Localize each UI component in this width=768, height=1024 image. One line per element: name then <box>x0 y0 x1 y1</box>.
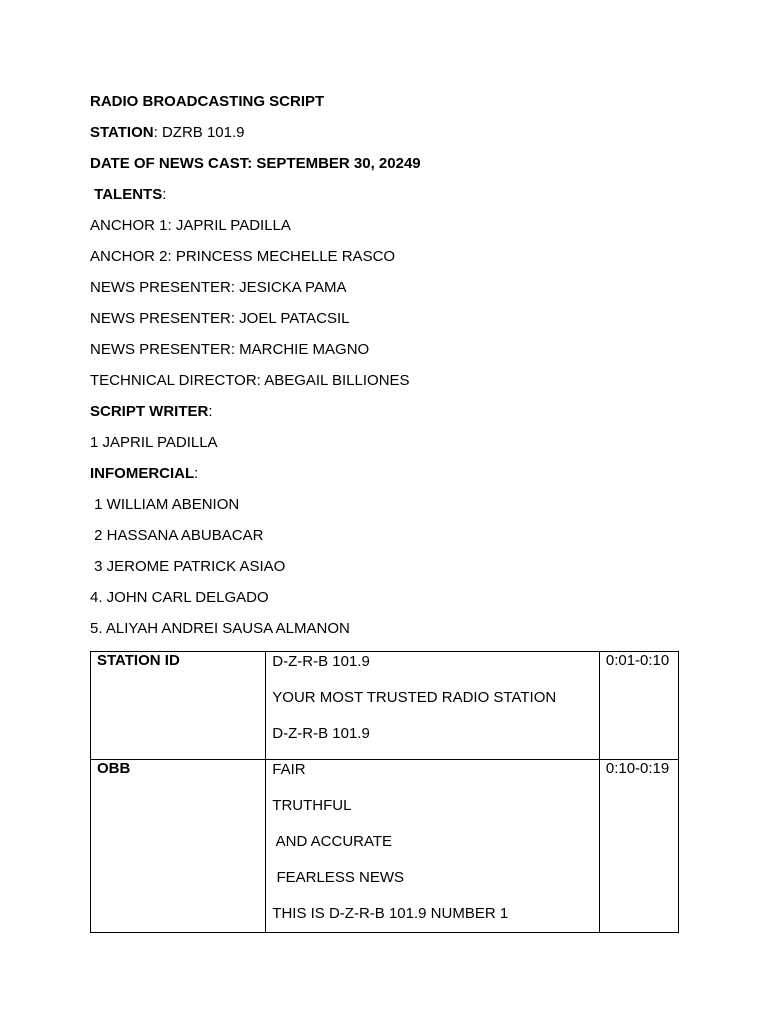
table-row-obb <box>91 760 679 933</box>
content-cell <box>266 760 600 933</box>
station-value: : DZRB 101.9 <box>153 124 245 141</box>
infomercial-name: 3 JEROME PATRICK ASIAO <box>90 558 286 575</box>
content-line: YOUR MOST TRUSTED RADIO STATION <box>272 689 557 706</box>
talents-heading <box>90 184 690 215</box>
content-line: D-Z-R-B 101.9 <box>272 653 370 670</box>
date-line <box>90 153 690 184</box>
script-writer-label: SCRIPT WRITER <box>90 403 209 420</box>
document-title: RADIO BROADCASTING SCRIPT <box>90 93 325 110</box>
infomercial-colon: : <box>194 465 199 482</box>
infomercial-heading <box>90 463 690 494</box>
time-cell: 0:10-0:19 <box>599 760 678 933</box>
talent-line: NEWS PRESENTER: MARCHIE MAGNO <box>90 341 370 358</box>
segment-cell: STATION ID <box>91 652 266 760</box>
content-line: TRUTHFUL <box>272 797 352 814</box>
infomercial-name: 2 HASSANA ABUBACAR <box>90 527 264 544</box>
date-label: DATE OF NEWS CAST <box>90 155 248 172</box>
script-writer-heading <box>90 401 690 432</box>
content-cell <box>266 652 600 760</box>
content-line: FEARLESS NEWS <box>272 869 404 886</box>
talents-colon: : <box>162 186 167 203</box>
time-cell: 0:01-0:10 <box>599 652 678 760</box>
script-table <box>90 651 679 933</box>
talent-line: NEWS PRESENTER: JESICKA PAMA <box>90 279 347 296</box>
segment-cell: OBB <box>91 760 266 933</box>
talent-line: ANCHOR 2: PRINCESS MECHELLE RASCO <box>90 248 396 265</box>
date-value: : SEPTEMBER 30, 20249 <box>247 155 421 172</box>
content-line: AND ACCURATE <box>272 833 393 850</box>
infomercial-name: 4. JOHN CARL DELGADO <box>90 589 269 606</box>
infomercial-label: INFOMERCIAL <box>90 465 195 482</box>
script-writer-colon: : <box>208 403 213 420</box>
script-writer-name: 1 JAPRIL PADILLA <box>90 434 218 451</box>
station-line <box>90 122 690 153</box>
infomercial-name: 1 WILLIAM ABENION <box>90 496 240 513</box>
table-row-station-id <box>91 652 679 760</box>
talent-line: ANCHOR 1: JAPRIL PADILLA <box>90 217 291 234</box>
talent-line: NEWS PRESENTER: JOEL PATACSIL <box>90 310 350 327</box>
content-line: FAIR <box>272 761 306 778</box>
talent-line: TECHNICAL DIRECTOR: ABEGAIL BILLIONES <box>90 372 410 389</box>
station-label: STATION <box>90 124 154 141</box>
content-line: THIS IS D-Z-R-B 101.9 NUMBER 1 <box>272 905 509 922</box>
infomercial-name: 5. ALIYAH ANDREI SAUSA ALMANON <box>90 620 350 637</box>
content-line: D-Z-R-B 101.9 <box>272 725 370 742</box>
talents-label: TALENTS <box>90 186 163 203</box>
script-document <box>90 91 690 649</box>
